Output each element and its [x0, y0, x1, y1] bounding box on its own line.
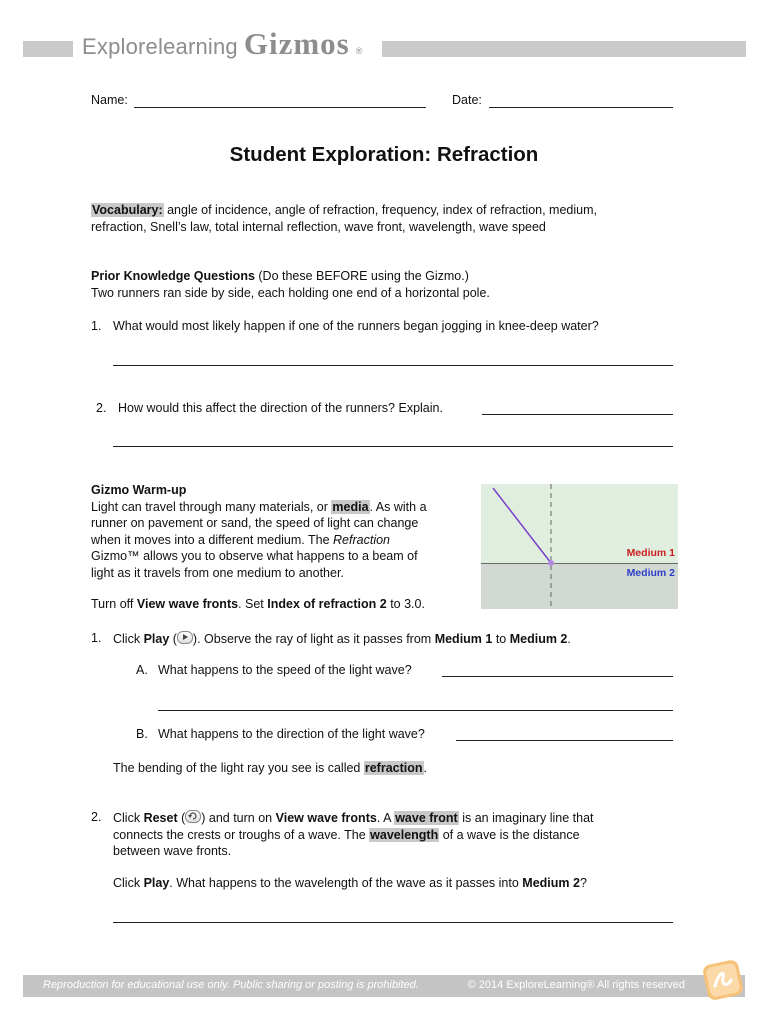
q1-d: to — [492, 632, 510, 646]
brand-logo — [76, 26, 368, 68]
q2-l3: between wave fronts. — [113, 844, 232, 858]
warmup-instruction — [91, 596, 425, 613]
name-label: Name: — [91, 93, 128, 107]
prior-q1-text: What would most likely happen if one of the runners began jogging in knee-deep water? — [113, 319, 599, 333]
q1B-answer-inline[interactable] — [456, 740, 673, 741]
warmup-heading: Gizmo Warm-up — [91, 483, 187, 497]
prior-heading: Prior Knowledge Questions — [91, 269, 255, 283]
turn-d: to 3.0. — [386, 597, 425, 611]
q2-number: 2. — [91, 810, 102, 824]
turn-a: Turn off — [91, 597, 137, 611]
footer-copyright: © 2014 ExploreLearning® All rights reserved — [467, 979, 685, 991]
play-icon — [177, 631, 193, 644]
date-field[interactable] — [489, 107, 673, 108]
q2-l4-m2: Medium 2 — [522, 876, 580, 890]
warmup-line2: runner on pavement or sand, the speed of light can change — [91, 516, 419, 530]
bend-refraction: refraction — [364, 761, 423, 775]
vocabulary-line1: angle of incidence, angle of refraction, frequency, index of refraction, medium, — [163, 203, 597, 217]
prior-heading-note: (Do these BEFORE using the Gizmo.) — [254, 269, 469, 283]
light-ray — [493, 488, 551, 563]
warmup-line1a: Light can travel through many materials, or — [91, 499, 332, 514]
q2-l2b: of a wave is the distance — [439, 827, 580, 842]
prior-q2-answer-inline[interactable] — [482, 414, 673, 415]
q1-c: ). Observe the ray of light as it passes from — [192, 632, 435, 646]
header-bar-right — [382, 41, 746, 57]
q2-l4a: Click — [113, 876, 144, 890]
medium2-label: Medium 2 — [626, 567, 675, 579]
q2-l4c: ? — [579, 876, 587, 890]
q2-l4b: . What happens to the wavelength of the wave as it passes into — [169, 876, 523, 890]
prior-q2-answer-line[interactable] — [113, 446, 673, 447]
q1-m2: Medium 2 — [509, 632, 568, 646]
q2-b: ( — [177, 811, 186, 825]
turn-b1: View wave fronts — [136, 597, 239, 611]
q1B-number: B. — [136, 727, 148, 741]
medium1-label: Medium 1 — [626, 547, 675, 559]
prior-q1-number: 1. — [91, 319, 102, 333]
q2-l2a: connects the crests or troughs of a wave. The — [113, 827, 370, 842]
vocabulary-label: Vocabulary: — [92, 203, 163, 217]
vocabulary-line2: refraction, Snell’s law, total internal reflection, wave front, wavelength, wave speed — [91, 219, 546, 234]
q2-d: . A — [376, 811, 395, 825]
prior-q2-number: 2. — [96, 401, 107, 415]
q1-play: Play — [143, 632, 170, 646]
header-bar-left — [23, 41, 73, 57]
warmup-line4: Gizmo™ allows you to observe what happens to a beam of — [91, 549, 418, 563]
q2-answer-line[interactable] — [113, 922, 673, 923]
q1-number: 1. — [91, 631, 102, 645]
q1B-text: What happens to the direction of the light wave? — [158, 727, 425, 741]
warmup-media: media — [332, 499, 369, 514]
brand-explore: Explorelearning — [82, 34, 238, 59]
q1A-answer-line[interactable] — [158, 710, 673, 711]
q1-text — [113, 631, 571, 646]
q2-text — [113, 810, 594, 860]
brand-gizmos: Gizmos — [243, 26, 350, 61]
prior-q2-text: How would this affect the direction of the runners? Explain. — [118, 401, 443, 415]
warmup-text — [91, 482, 427, 581]
warmup-line5: light as it travels from one medium to another. — [91, 565, 344, 580]
q1-m1: Medium 1 — [434, 632, 493, 646]
q1A-answer-inline[interactable] — [442, 676, 673, 677]
q2-reset: Reset — [143, 811, 178, 825]
q1-b: ( — [169, 632, 177, 646]
turn-c: . Set — [238, 597, 268, 611]
q2-wavelength: wavelength — [370, 827, 439, 842]
bend-a: The bending of the light ray you see is called — [113, 761, 364, 775]
q1-a: Click — [113, 632, 144, 646]
q2-click-play — [113, 876, 587, 890]
refraction-diagram — [481, 484, 678, 609]
q2-wavefront: wave front — [395, 811, 458, 825]
date-label: Date: — [452, 93, 482, 107]
warmup-line3a: when it moves into a different medium. The — [91, 532, 334, 547]
warmup-line1b: . As with a — [369, 499, 427, 514]
q2-vwf: View wave fronts — [275, 811, 377, 825]
name-field[interactable] — [134, 107, 426, 108]
explorelearning-logo-icon — [701, 958, 745, 1002]
brand-registered: ® — [355, 46, 363, 56]
footer-notice: Reproduction for educational use only. Public sharing or posting is prohibited. — [43, 979, 419, 991]
q2-c: ) and turn on — [201, 811, 276, 825]
ray-tip — [548, 560, 554, 566]
q2-a: Click — [113, 811, 144, 825]
prior-knowledge — [91, 268, 490, 301]
prior-q1-answer-line[interactable] — [113, 365, 673, 366]
q1A-number: A. — [136, 663, 148, 677]
q1A-text: What happens to the speed of the light wave? — [158, 663, 412, 677]
reset-icon — [185, 810, 201, 823]
footer-bar — [23, 975, 745, 997]
q1-bending — [113, 761, 427, 775]
prior-intro: Two runners ran side by side, each holding one end of a horizontal pole. — [91, 285, 490, 300]
q2-e: is an imaginary line that — [458, 811, 594, 825]
turn-b2: Index of refraction 2 — [267, 597, 387, 611]
q2-l4-play: Play — [143, 876, 170, 890]
bend-b: . — [423, 761, 427, 775]
warmup-line3i: Refraction — [333, 532, 391, 547]
page-title: Student Exploration: Refraction — [229, 143, 539, 166]
q1-e: . — [567, 632, 571, 646]
vocabulary — [91, 202, 597, 235]
